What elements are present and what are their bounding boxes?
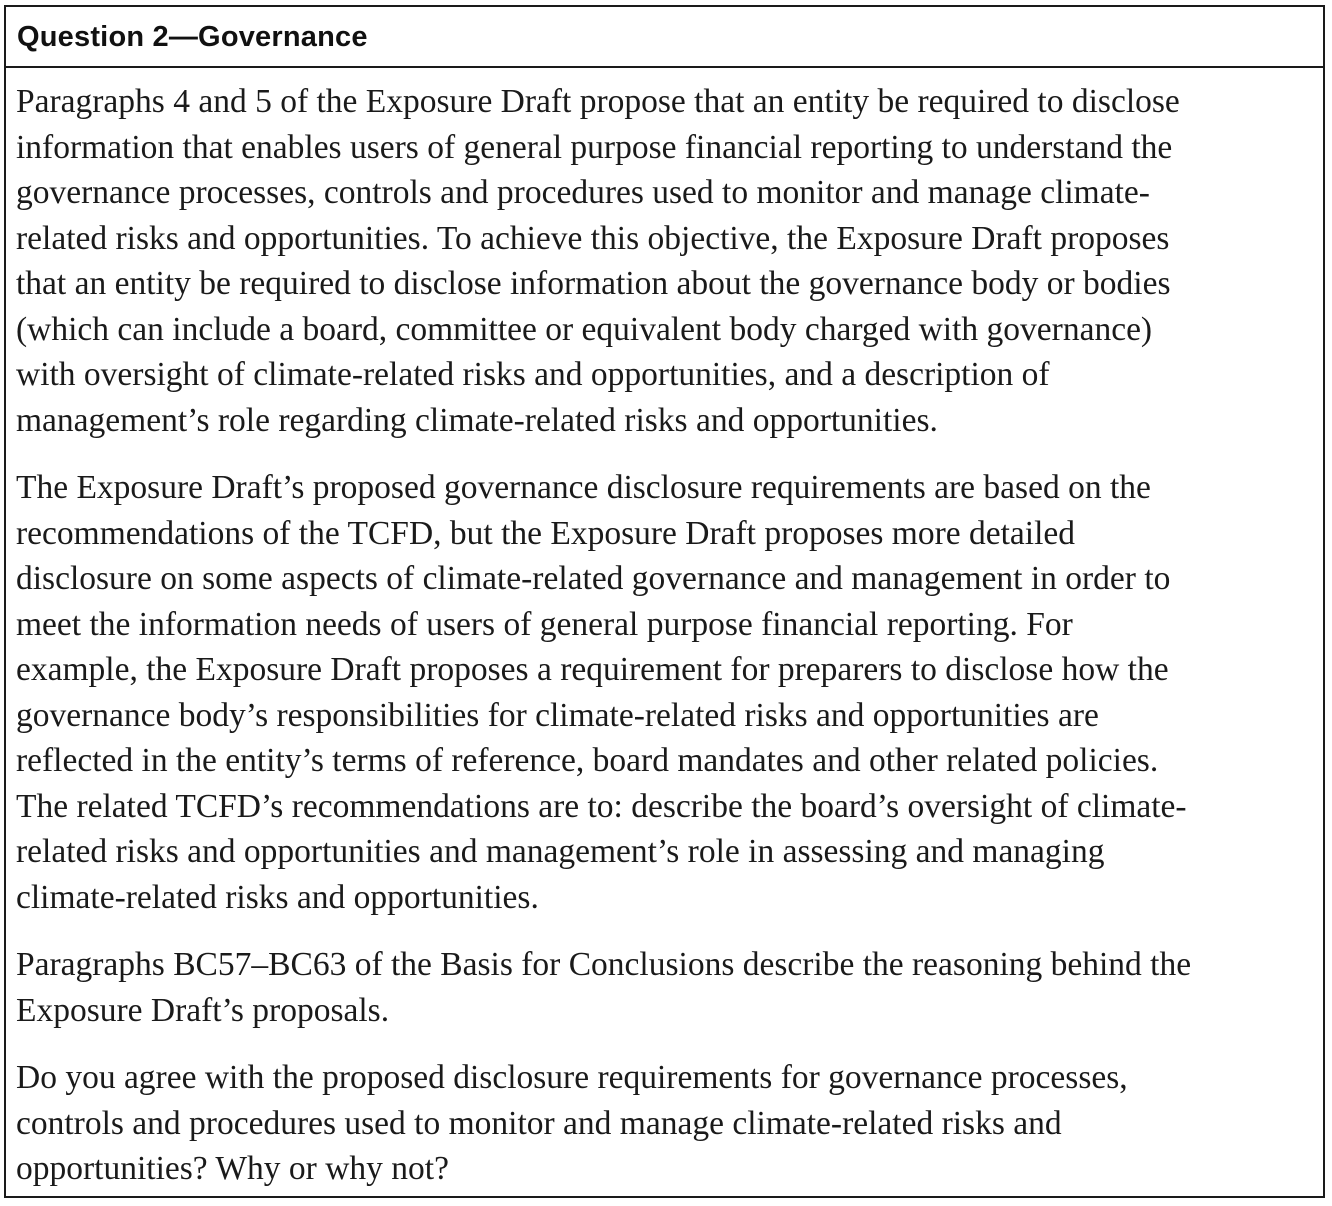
paragraph-line: The Exposure Draft’s proposed governance disclosure requirements are based on the (16, 469, 1151, 506)
paragraph-line: Do you agree with the proposed disclosure requirements for governance processes, (16, 1059, 1128, 1096)
question-body (6, 68, 1323, 1192)
paragraph-line: disclosure on some aspects of climate-related governance and management in order to (16, 560, 1171, 597)
paragraph-line: recommendations of the TCFD, but the Exposure Draft proposes more detailed (16, 514, 1076, 552)
question-box (4, 5, 1325, 1198)
paragraph-line: Paragraphs BC57–BC63 of the Basis for Conclusions describe the reasoning behind the (16, 946, 1192, 983)
paragraph-line: Exposure Draft’s proposals. (16, 991, 390, 1029)
paragraph-line: governance processes, controls and procedures used to monitor and manage climate- (16, 174, 1150, 211)
paragraph-line: information that enables users of general purpose financial reporting to understand the (16, 128, 1173, 166)
paragraph-line: Paragraphs 4 and 5 of the Exposure Draft propose that an entity be required to disclose (16, 83, 1180, 120)
paragraph-line: The related TCFD’s recommendations are to: describe the board’s oversight of climate- (16, 787, 1187, 825)
question-title: Question 2—Governance (6, 7, 1323, 68)
paragraph-1 (16, 79, 1313, 443)
paragraph-line: related risks and opportunities. To achieve this objective, the Exposure Draft proposes (16, 219, 1170, 257)
paragraph-line: controls and procedures used to monitor and manage climate-related risks and (16, 1104, 1062, 1142)
paragraph-line: meet the information needs of users of general purpose financial reporting. For (16, 605, 1073, 643)
paragraph-line: reflected in the entity’s terms of reference, board mandates and other related policies. (16, 742, 1159, 779)
paragraph-line: management’s role regarding climate-related risks and opportunities. (16, 401, 938, 439)
paragraph-3 (16, 942, 1313, 1033)
paragraph-line: governance body’s responsibilities for climate-related risks and opportunities are (16, 696, 1099, 734)
paragraph-4 (16, 1055, 1313, 1192)
paragraph-line: climate-related risks and opportunities. (16, 878, 539, 916)
paragraph-line: related risks and opportunities and management’s role in assessing and managing (16, 833, 1105, 870)
paragraph-line: (which can include a board, committee or equivalent body charged with governance) (16, 310, 1153, 348)
paragraph-line: that an entity be required to disclose information about the governance body or bodies (16, 265, 1171, 302)
paragraph-line: example, the Exposure Draft proposes a requirement for preparers to disclose how the (16, 651, 1169, 688)
paragraph-2 (16, 465, 1313, 920)
paragraph-line: with oversight of climate-related risks and opportunities, and a description of (16, 356, 1050, 393)
paragraph-line: opportunities? Why or why not? (16, 1150, 449, 1187)
